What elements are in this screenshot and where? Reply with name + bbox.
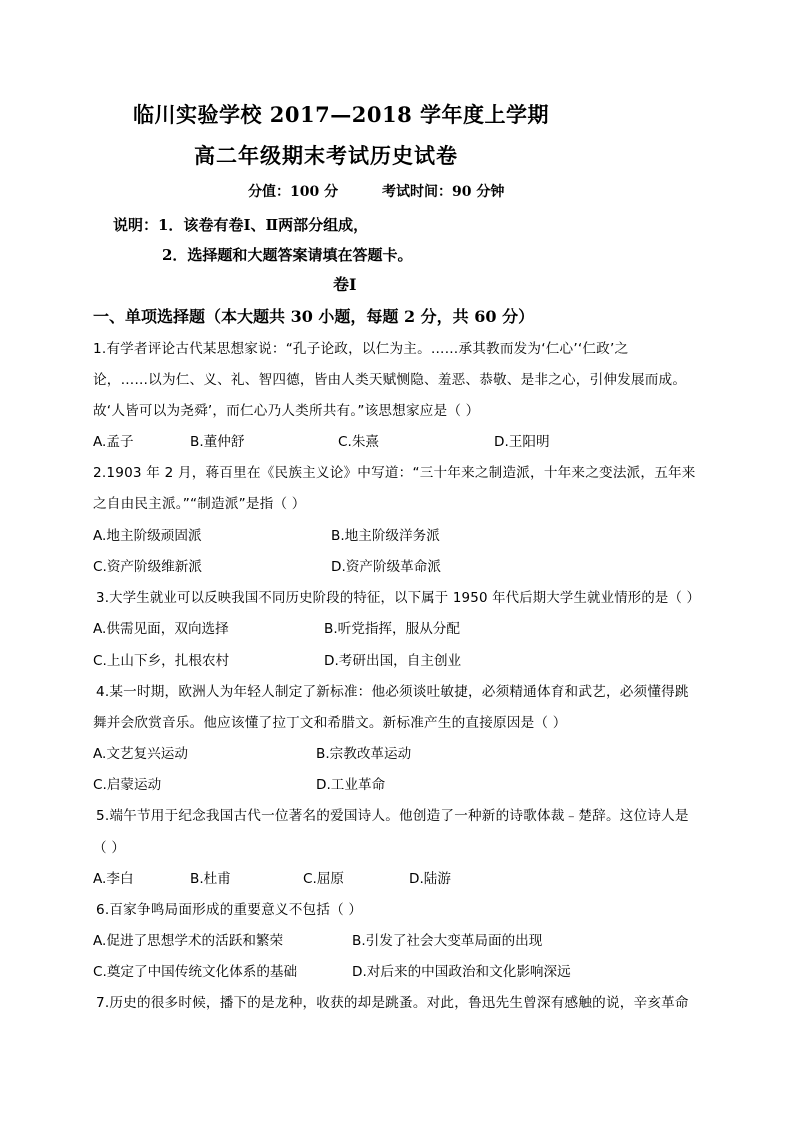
question-4-option-d: D.工业革命 [316,777,386,793]
question-5-option-a: A.李白 [93,871,134,887]
question-6-option-b: B.引发了社会大变革局面的出现 [352,933,543,949]
question-4-option-b: B.宗教改革运动 [316,746,412,762]
exam-time: 考试时间：90 分钟 [382,184,505,200]
question-6-line-1: 6.百家争鸣局面形成的重要意义不包括（ ） [96,902,363,918]
question-4-option-c: C.启蒙运动 [93,777,162,793]
question-2-option-d: D.资产阶级革命派 [331,559,441,575]
question-4-line-1: 4.某一时期，欧洲人为年轻人制定了新标准：他必须谈吐敏捷，必须精通体育和武艺，必须懂得跳 [96,684,689,700]
question-2-option-b: B.地主阶级洋务派 [331,528,440,544]
exam-title-line1: 临川实验学校 2017—2018 学年度上学期 [133,102,550,127]
question-2-option-a: A.地主阶级顽固派 [93,528,202,544]
question-1-line-1: 1.有学者评论古代某思想家说：“孔子论政，以仁为主。……承其教而发为‘仁心’‘仁政’之 [93,341,629,357]
question-2-option-c: C.资产阶级维新派 [93,559,202,575]
volume-label: 卷Ⅰ [333,275,357,294]
question-2-line-1: 2.1903 年 2 月，蒋百里在《民族主义论》中写道：“三十年来之制造派，十年来之变法派，五年来 [93,465,696,481]
question-3-option-a: A.供需见面，双向选择 [93,621,229,637]
question-3-option-c: C.上山下乡，扎根农村 [93,653,230,669]
question-4-line-2: 舞并会欣赏音乐。他应该懂了拉丁文和希腊文。新标准产生的直接原因是（ ） [93,715,567,731]
question-4-option-a: A.文艺复兴运动 [93,746,188,762]
question-3-option-d: D.考研出国，自主创业 [324,653,462,669]
question-6-option-c: C.奠定了中国传统文化体系的基础 [93,964,298,980]
question-1-option-c: C.朱熹 [338,434,380,450]
question-5-option-b: B.杜甫 [190,871,231,887]
question-6-option-a: A.促进了思想学术的活跃和繁荣 [93,933,284,949]
question-6-option-d: D.对后来的中国政治和文化影响深远 [352,964,571,980]
question-3-line-1: 3.大学生就业可以反映我国不同历史阶段的特征，以下属于 1950 年代后期大学生就业情形的是（ ） [96,590,701,606]
question-5-option-d: D.陆游 [409,871,451,887]
instruction-line1: 说明：1．该卷有卷Ⅰ、Ⅱ两部分组成， [113,216,369,234]
question-5-line-2: （ ） [93,840,126,856]
question-1-line-3: 故‘人皆可以为尧舜’，而仁心乃人类所共有。”该思想家应是（ ） [93,403,480,419]
exam-title-line2: 高二年级期末考试历史试卷 [194,143,458,168]
question-5-option-c: C.屈原 [303,871,345,887]
question-1-option-b: B.董仲舒 [190,434,245,450]
question-7-line-1: 7.历史的很多时候，播下的是龙种，收获的却是跳蚤。对此，鲁迅先生曾深有感触的说，辛亥革命 [96,995,689,1011]
question-1-option-d: D.王阳明 [494,434,550,450]
question-2-line-2: 之自由民主派。”“制造派”是指（ ） [93,496,306,512]
question-5-line-1: 5.端午节用于纪念我国古代一位著名的爱国诗人。他创造了一种新的诗歌体裁﹣楚辞。这位诗人是 [96,808,689,824]
instruction-line2: 2．选择题和大题答案请填在答题卡。 [162,246,413,264]
section-title: 一、单项选择题（本大题共 30 小题，每题 2 分，共 60 分） [93,307,535,326]
exam-score: 分值：100 分 [248,184,339,200]
question-1-option-a: A.孟子 [93,434,134,450]
question-1-line-2: 论，……以为仁、义、礼、智四德，皆由人类天赋恻隐、羞恶、恭敬、是非之心，引伸发展而成。 [93,372,687,388]
question-3-option-b: B.听党指挥，服从分配 [324,621,460,637]
